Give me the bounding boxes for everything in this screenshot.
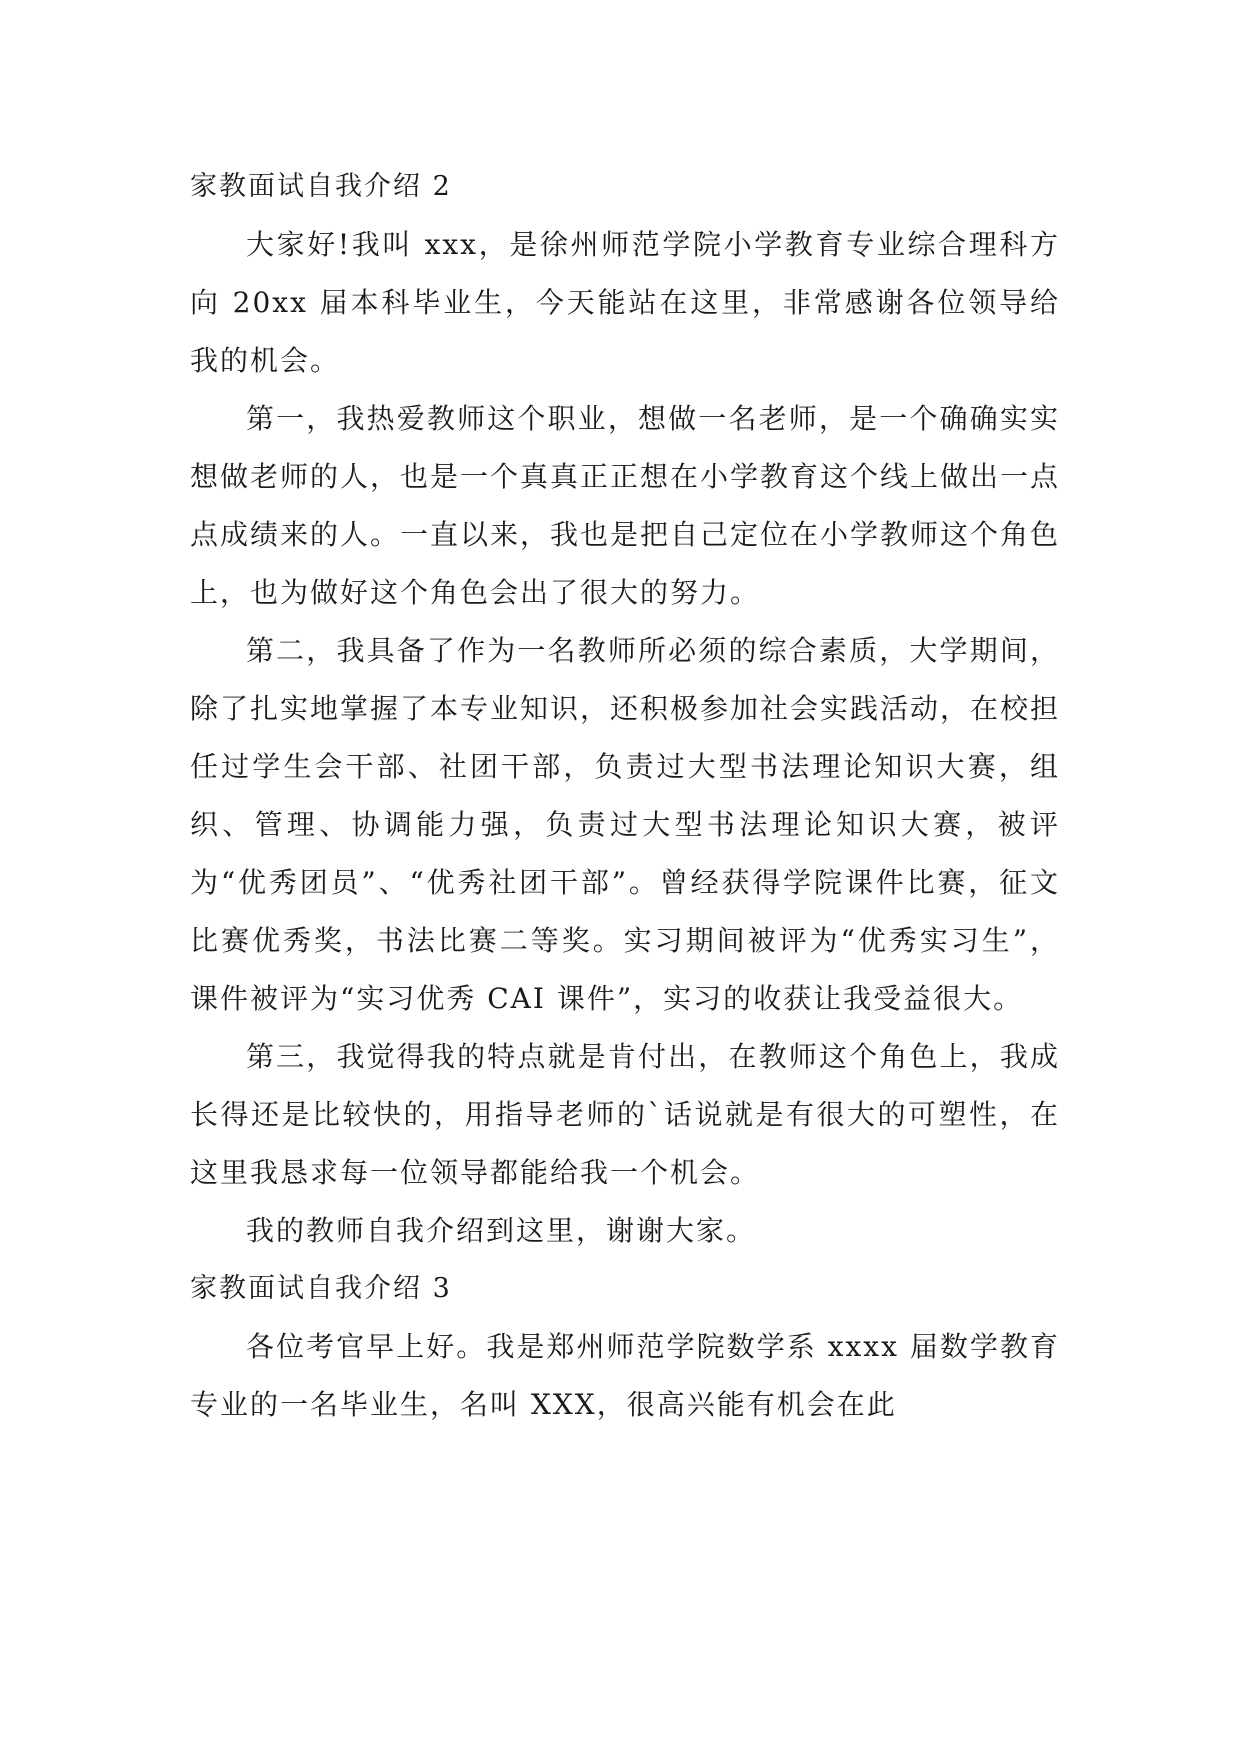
section-heading: 家教面试自我介绍 3 xyxy=(190,1273,452,1304)
paragraph: 我的教师自我介绍到这里，谢谢大家。 xyxy=(246,1214,757,1247)
paragraph: 各位考官早上好。我是郑州师范学院数学系 xxxx 届数学教育专业的一名毕业生，名叫 XXX，很高兴能有机会在此 xyxy=(190,1330,1060,1421)
paragraph: 第二，我具备了作为一名教师所必须的综合素质，大学期间，除了扎实地掌握了本专业知识，还积极参加社会实践活动，在校担任过学生会干部、社团干部，负责过大型书法理论知识大赛，组织、管理、协调能力强，负责过大型书法理论知识大赛，被评为“优秀团员”、“优秀社团干部”。曾经获得学院课件比赛，征文比赛优秀奖，书法比赛二等奖。实习期间被评为“优秀实习生”，课件被评为“实习优秀 CAI 课件”，实习的收获让我受益很大。 xyxy=(190,634,1061,1015)
paragraph: 大家好!我叫 xxx，是徐州师范学院小学教育专业综合理科方向 20xx 届本科毕业生，今天能站在这里，非常感谢各位领导给我的机会。 xyxy=(190,228,1060,377)
document-body xyxy=(190,158,1060,1434)
paragraph: 第三，我觉得我的特点就是肯付出，在教师这个角色上，我成长得还是比较快的，用指导老师的`话说就是有很大的可塑性，在这里我恳求每一位领导都能给我一个机会。 xyxy=(190,1040,1060,1189)
section-heading: 家教面试自我介绍 2 xyxy=(190,171,452,202)
paragraph: 第一，我热爱教师这个职业，想做一名老师，是一个确确实实想做老师的人，也是一个真真正正想在小学教育这个线上做出一点点成绩来的人。一直以来，我也是把自己定位在小学教师这个角色上，也为做好这个角色会出了很大的努力。 xyxy=(190,402,1061,609)
